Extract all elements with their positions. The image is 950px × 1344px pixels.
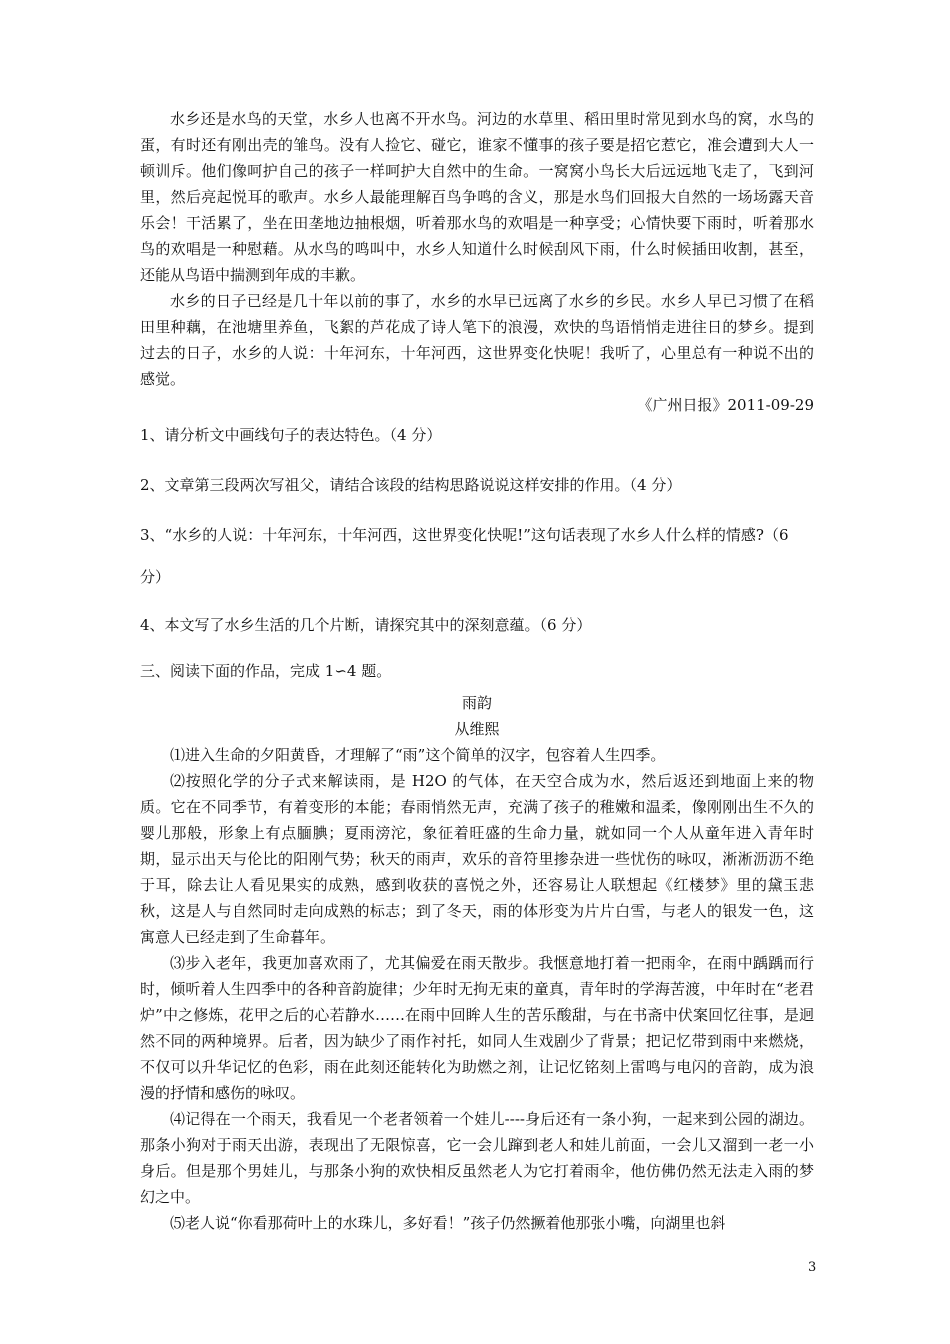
- essay-paragraph-4: ⑷记得在一个雨天，我看见一个老者领着一个娃儿----身后还有一条小狗，一起来到公园的湖边。那条小狗对于雨天出游，表现出了无限惊喜，它一会儿蹿到老人和娃儿前面，一会儿又溜到一老一小身后。但是那个男娃儿，与那条小狗的欢快相反虽然老人为它打着雨伞，他仿佛仍然无法走入雨的梦幻之中。: [140, 1110, 814, 1206]
- question-1: 1、请分析文中画线句子的表达特色。（4 分）: [140, 426, 442, 444]
- essay-paragraph-5: ⑸老人说“你看那荷叶上的水珠儿，多好看！”孩子仍然撅着他那张小嘴，向湖里也斜: [170, 1214, 726, 1232]
- question-2: 2、文章第三段两次写祖父，请结合该段的结构思路说说这样安排的作用。（4 分）: [140, 476, 682, 494]
- article-source: 《广州日报》2011-09-29: [637, 396, 814, 414]
- question-3: 3、“水乡的人说：十年河东，十年河西，这世界变化快呢!”这句话表现了水乡人什么样的情感?（6 分）: [140, 526, 789, 586]
- section-heading: 三、阅读下面的作品，完成 1∽4 题。: [140, 662, 392, 680]
- essay-paragraph-2: ⑵按照化学的分子式来解读雨，是 H2O 的气体，在天空合成为水，然后返还到地面上来的物质。它在不同季节，有着变形的本能；春雨悄然无声，充满了孩子的稚嫩和温柔，像刚刚出生不久的婴儿那般，形象上有点腼腆；夏雨滂沱，象征着旺盛的生命力量，就如同一个人从童年进入青年时期，显示出天与伦比的阳刚气势；秋天的雨声，欢乐的音符里掺杂进一些忧伤的咏叹，淅淅沥沥不绝于耳，除去让人看见果实的成熟，感到收获的喜悦之外，还容易让人联想起《红楼梦》里的黛玉悲秋，这是人与自然同时走向成熟的标志；到了冬天，雨的体形变为片片白雪，与老人的银发一色，这寓意人已经走到了生命暮年。: [140, 772, 814, 946]
- article-paragraph-2: 水乡的日子已经是几十年以前的事了，水乡的水早已远离了水乡的乡民。水乡人早已习惯了在稻田里种藕，在池塘里养鱼，飞絮的芦花成了诗人笔下的浪漫，欢快的鸟语悄悄走进往日的梦乡。提到过去的日子，水乡的人说：十年河东，十年河西，这世界变化快呢！我听了，心里总有一种说不出的感觉。: [140, 292, 814, 388]
- essay-title: 雨韵: [461, 694, 492, 712]
- question-4: 4、本文写了水乡生活的几个片断，请探究其中的深刻意蕴。（6 分）: [140, 616, 592, 634]
- essay-paragraph-3: ⑶步入老年，我更加喜欢雨了，尤其偏爱在雨天散步。我惬意地打着一把雨伞，在雨中踽踽而行时，倾听着人生四季中的各种音韵旋律；少年时无拘无束的童真，青年时的学海苦渡，中年时在“老君炉”中之修炼，花甲之后的心若静水……在雨中回眸人生的苦乐酸甜，与在书斋中伏案回忆往事，是迥然不同的两种境界。后者，因为缺少了雨作衬托，如同人生戏剧少了背景；把记忆带到雨中来燃烧，不仅可以升华记忆的色彩，雨在此刻还能转化为助燃之剂，让记忆铭刻上雷鸣与电闪的音韵，成为浪漫的抒情和感伤的咏叹。: [140, 954, 814, 1102]
- essay-author: 从维熙: [454, 720, 500, 738]
- page-number: 3: [808, 1260, 817, 1275]
- essay-paragraph-1: ⑴进入生命的夕阳黄昏，才理解了“雨”这个简单的汉字，包容着人生四季。: [170, 746, 666, 764]
- article-paragraph-1: 水乡还是水鸟的天堂，水乡人也离不开水鸟。河边的水草里、稻田里时常见到水鸟的窝，水鸟的蛋，有时还有刚出壳的雏鸟。没有人捡它、碰它，谁家不懂事的孩子要是招它惹它，准会遭到大人一顿训斥。他们像呵护自己的孩子一样呵护大自然中的生命。一窝窝小鸟长大后远远地飞走了，飞到河里，然后亮起悦耳的歌声。水乡人最能理解百鸟争鸣的含义，那是水鸟们回报大自然的一场场露天音乐会！干活累了，坐在田垄地边抽根烟，听着那水鸟的欢唱是一种享受；心情快要下雨时，听着那水鸟的欢唱是一种慰藉。从水鸟的鸣叫中，水乡人知道什么时候刮风下雨，什么时候插田收割，甚至，还能从鸟语中揣测到年成的丰歉。: [140, 110, 814, 284]
